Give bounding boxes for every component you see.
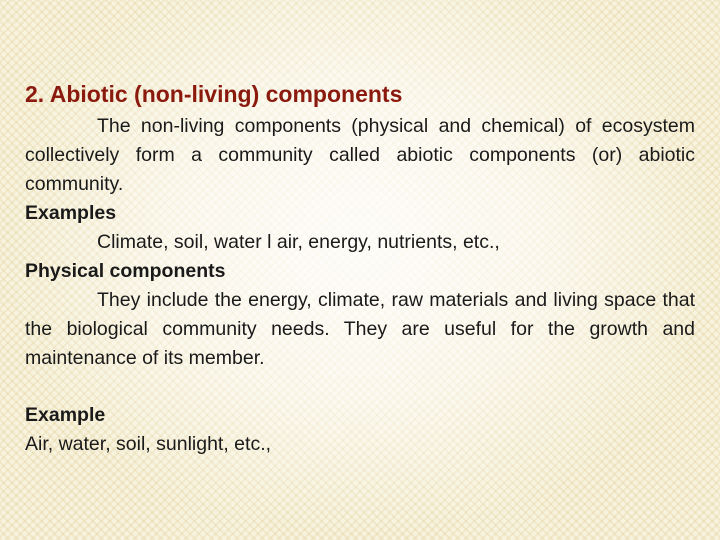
slide-content <box>25 78 695 459</box>
intro-paragraph: The non-living components (physical and chemical) of ecosystem collectively form a community called abiotic components (or) abiotic community. <box>25 115 695 195</box>
examples-text: Climate, soil, water l air, energy, nutrients, etc., <box>97 231 500 253</box>
spacer <box>25 373 695 401</box>
example-heading: Example <box>25 404 106 426</box>
physical-components-paragraph: They include the energy, climate, raw materials and living space that the biological community needs. They are useful for the growth and maintenance of its member. <box>25 289 695 369</box>
example-text: Air, water, soil, sunlight, etc., <box>25 433 272 455</box>
examples-heading: Examples <box>25 202 117 224</box>
slide-title: 2. Abiotic (non-living) components <box>25 81 403 107</box>
physical-components-heading: Physical components <box>25 260 226 282</box>
